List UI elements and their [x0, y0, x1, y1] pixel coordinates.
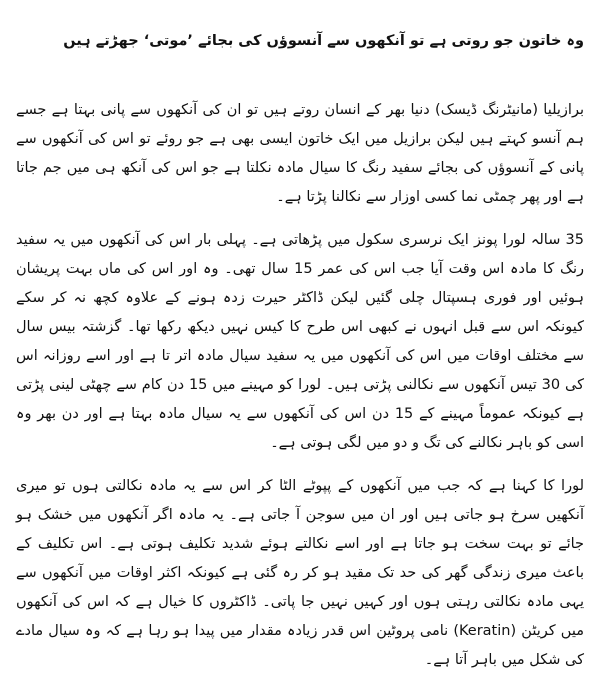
- article-title: وہ خاتون جو روتی ہے تو آنکھوں سے آنسوؤں کی بجائے ’موتی‘ جھڑتے ہیں: [63, 33, 584, 49]
- article-paragraph-2: 35 سالہ لورا پونز ایک نرسری سکول میں پڑھاتی ہے۔ پہلی بار اس کی آنکھوں میں یہ سفید رنگ کا مادہ اس وقت آیا جب اس کی عمر 15 سال تھی۔ وہ اور اس کی ماں بہت پریشان ہوئیں اور فوری ہسپتال چلی گئیں لیکن ڈاکٹر حیرت زدہ ہونے کے علاوہ کچھ نہ کر سکے کیونکہ اس سے قبل انہوں نے کبھی اس طرح کا کیس نہیں دیکھ رکھا تھا۔ گزشتہ بیس سال سے مختلف اوقات میں اس کی آنکھوں میں یہ سفید سیال مادہ اتر تا ہے اور اسے روزانہ اس کی 30 تیس آنکھوں سے نکالنی پڑتی ہیں۔ لورا کو مہینے میں 15 دن کام سے چھٹی لینی پڑتی ہے کیونکہ عموماً مہینے کے 15 دن اس کی آنکھوں سے یہ سیال مادہ بہتا ہے اور دن بھر وہ اسی کو باہر نکالنے کی تگ و دو میں لگی ہوتی ہے۔: [16, 232, 585, 451]
- article-paragraph-1: برازیلیا (مانیٹرنگ ڈیسک) دنیا بھر کے انسان روتے ہیں تو ان کی آنکھوں سے پانی بہتا ہے جسے ہم آنسو کہتے ہیں لیکن برازیل میں ایک خاتون ایسی بھی ہے جو روئے تو اس کی آنکھوں سے پانی کے آنسوؤں کی بجائے سفید رنگ کا سیال مادہ نکلتا ہے جو اس کی آنکھ ہی میں جم جاتا ہے اور پھر چمٹی نما کسی اوزار سے نکالنا پڑتا ہے۔: [16, 102, 584, 205]
- article-paragraph-3: لورا کا کہنا ہے کہ جب میں آنکھوں کے پپوٹے الٹا کر اس سے یہ مادہ نکالتی ہوں تو میری آنکھیں سرخ ہو جاتی ہیں اور ان میں سوجن آ جاتی ہے۔ یہ مادہ اگر آنکھوں میں خشک ہو جائے تو بہت سخت ہو جاتا ہے اور اسے نکالتے ہوئے شدید تکلیف ہوتی ہے۔ اس تکلیف کے باعث میری زندگی گھر کی حد تک مقید ہو کر رہ گئی ہے کیونکہ اکثر اوقات میں آنکھوں سے یہی مادہ نکالتی رہتی ہوں اور کہیں نہیں جا پاتی۔ ڈاکٹروں کا خیال ہے کہ اس کی آنکھوں میں کریٹن (Keratin) نامی پروٹین اس قدر زیادہ مقدار میں پیدا ہو رہا ہے کہ وہ سیال مادے کی شکل میں باہر آتا ہے۔: [16, 478, 584, 668]
